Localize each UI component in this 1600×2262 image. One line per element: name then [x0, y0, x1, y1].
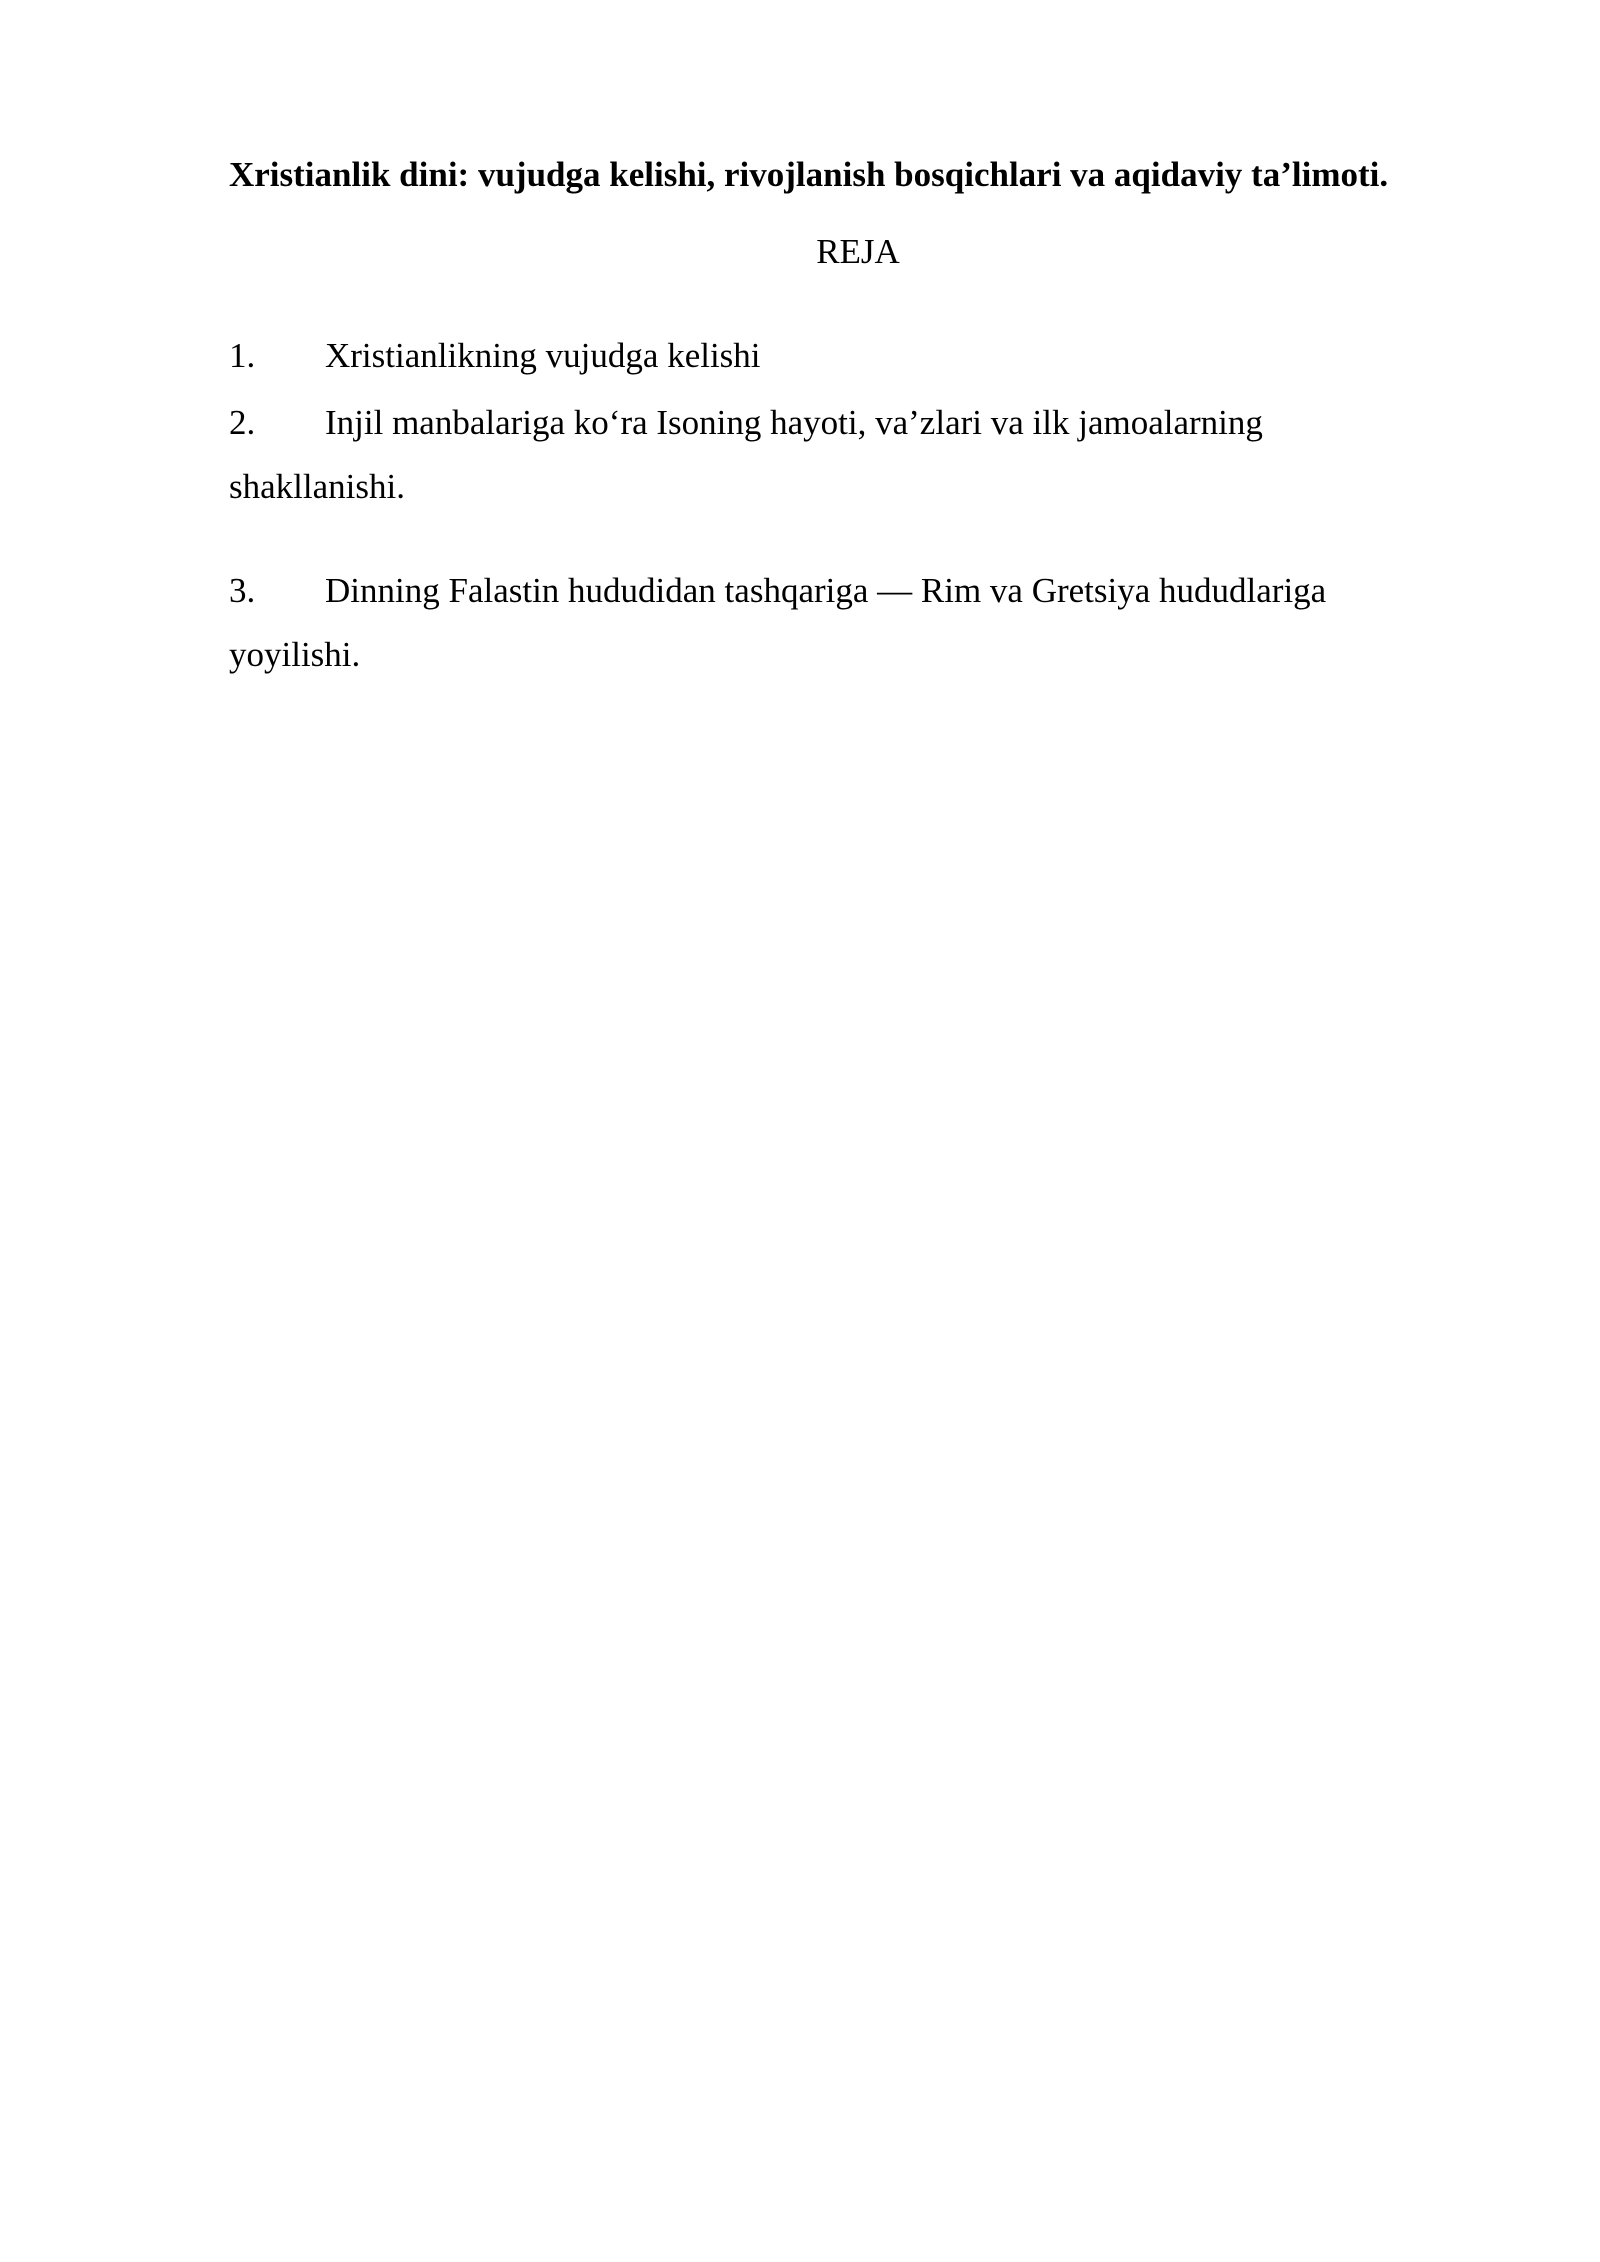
- plan-item: [229, 324, 1429, 388]
- plan-heading: REJA: [816, 232, 900, 271]
- plan-item-text: Dinning Falastin hududidan tashqariga — Rim va Gretsiya hududlariga: [325, 571, 1327, 610]
- plan-item: [229, 559, 1429, 687]
- document-title: Xristianlik dini: vujudga kelishi, rivojlanish bosqichlari va aqidaviy ta’limoti.: [229, 155, 1389, 194]
- plan-item-text: Injil manbalariga ko‘ra Isoning hayoti, va’zlari va ilk jamoalarning: [325, 403, 1263, 442]
- plan-item: [229, 391, 1429, 519]
- plan-item-number: 2.: [229, 403, 256, 442]
- plan-item-continuation: yoyilishi.: [229, 635, 361, 674]
- plan-item-number: 3.: [229, 571, 256, 610]
- plan-item-number: 1.: [229, 336, 256, 375]
- plan-item-text: Xristianlikning vujudga kelishi: [325, 336, 761, 375]
- plan-item-continuation: shakllanishi.: [229, 467, 405, 506]
